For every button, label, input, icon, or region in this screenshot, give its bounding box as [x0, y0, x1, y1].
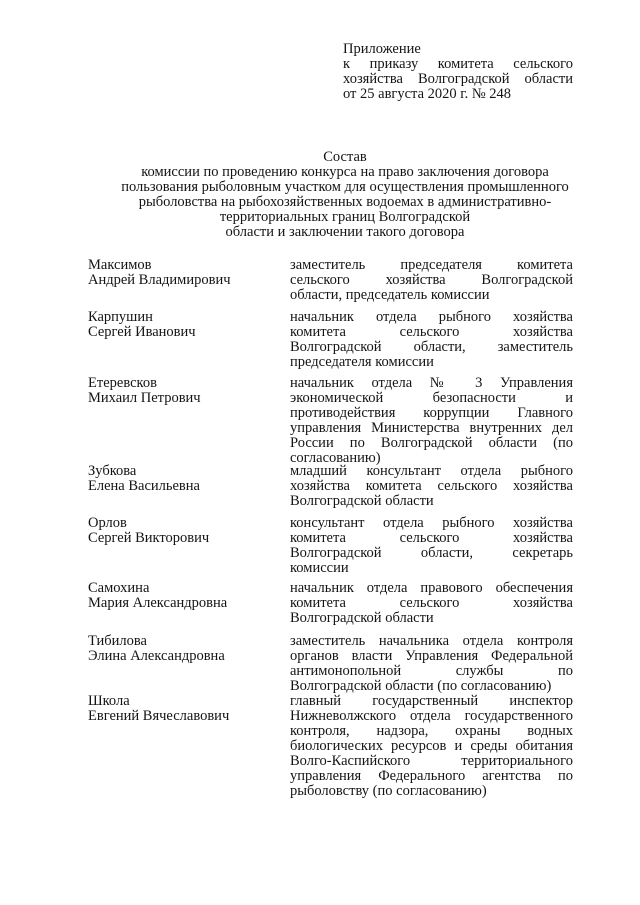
- role-line: биологических ресурсов и среды обитания: [290, 738, 573, 754]
- appendix-date-number: от 25 августа 2020 г. № 248: [343, 86, 512, 102]
- appendix-line: к приказу комитета сельского: [343, 56, 573, 72]
- member-given-names: Михаил Петрович: [88, 390, 201, 406]
- role-line: управления Федерального агентства по: [290, 768, 573, 784]
- member-name: [88, 516, 278, 546]
- member-surname: Максимов: [88, 257, 152, 273]
- role-line: антимонопольной службы по: [290, 663, 573, 679]
- role-line: Волго-Каспийского территориального: [290, 753, 573, 769]
- role-line: Волгоградской области: [290, 610, 434, 626]
- role-line: главный государственный инспектор: [290, 693, 573, 709]
- member-name: [88, 464, 278, 494]
- member-role: [290, 581, 573, 626]
- member-name: [88, 258, 278, 288]
- member-given-names: Мария Александровна: [88, 595, 228, 611]
- role-line: Нижневолжского отдела государственного: [290, 708, 573, 724]
- member-given-names: Елена Васильевна: [88, 478, 200, 494]
- member-role: [290, 310, 573, 370]
- member-surname: Етеревсков: [88, 375, 157, 391]
- role-line: комитета сельского хозяйства: [290, 595, 573, 611]
- role-line: комитета сельского хозяйства: [290, 324, 573, 340]
- heading-line: территориальных границ Волгоградской: [219, 209, 471, 225]
- appendix-block: [343, 42, 573, 102]
- member-role: [290, 258, 573, 303]
- role-line: комитета сельского хозяйства: [290, 530, 573, 546]
- document-heading: [90, 150, 600, 240]
- heading-line: области и заключении такого договора: [225, 224, 465, 240]
- appendix-line: хозяйства Волгоградской области: [343, 71, 573, 87]
- member-name: [88, 694, 278, 724]
- heading-line: комиссии по проведению конкурса на право заключения договора: [141, 164, 549, 180]
- member-role: [290, 694, 573, 799]
- member-surname: Орлов: [88, 515, 127, 531]
- member-role: [290, 516, 573, 576]
- member-given-names: Евгений Вячеславович: [88, 708, 230, 724]
- role-line: области, председатель комиссии: [290, 287, 490, 303]
- role-line: Волгоградской области, заместитель: [290, 339, 573, 355]
- member-surname: Самохина: [88, 580, 150, 596]
- member-role: [290, 634, 573, 694]
- role-line: сельского хозяйства Волгоградской: [290, 272, 573, 288]
- role-line: консультант отдела рыбного хозяйства: [290, 515, 573, 531]
- role-line: заместитель председателя комитета: [290, 257, 573, 273]
- member-surname: Зубкова: [88, 463, 137, 479]
- role-line: органов власти Управления Федеральной: [290, 648, 573, 664]
- role-line: противодействия коррупции Главного: [290, 405, 573, 421]
- member-surname: Школа: [88, 693, 130, 709]
- member-given-names: Элина Александровна: [88, 648, 225, 664]
- role-line: хозяйства комитета сельского хозяйства: [290, 478, 573, 494]
- member-given-names: Андрей Владимирович: [88, 272, 231, 288]
- member-name: [88, 376, 278, 406]
- role-line: председателя комиссии: [290, 354, 434, 370]
- member-role: [290, 464, 573, 509]
- role-line: рыболовству (по согласованию): [290, 783, 487, 799]
- heading-title: Состав: [323, 149, 367, 165]
- member-name: [88, 581, 278, 611]
- role-line: Волгоградской области: [290, 493, 434, 509]
- role-line: заместитель начальника отдела контроля: [290, 633, 573, 649]
- member-role: [290, 376, 573, 466]
- role-line: начальник отдела правового обеспечения: [290, 580, 573, 596]
- member-given-names: Сергей Иванович: [88, 324, 196, 340]
- member-name: [88, 634, 278, 664]
- role-line: управления Министерства внутренних дел: [290, 420, 573, 436]
- role-line: экономической безопасности и: [290, 390, 573, 406]
- role-line: России по Волгоградской области (по: [290, 435, 573, 451]
- heading-line: пользования рыболовным участком для осуществления промышленного: [121, 179, 569, 195]
- member-given-names: Сергей Викторович: [88, 530, 210, 546]
- member-surname: Карпушин: [88, 309, 153, 325]
- role-line: младший консультант отдела рыбного: [290, 463, 573, 479]
- heading-line: рыболовства на рыбохозяйственных водоемах в административно-: [138, 194, 552, 210]
- role-line: комиссии: [290, 560, 349, 576]
- member-surname: Тибилова: [88, 633, 147, 649]
- appendix-title: Приложение: [343, 41, 421, 57]
- role-line: Волгоградской области (по согласованию): [290, 678, 552, 694]
- role-line: контроля, надзора, охраны водных: [290, 723, 573, 739]
- role-line: начальник отдела рыбного хозяйства: [290, 309, 573, 325]
- role-line: начальник отдела № 3 Управления: [290, 375, 573, 391]
- member-name: [88, 310, 278, 340]
- role-line: согласованию): [290, 450, 381, 466]
- role-line: Волгоградской области, секретарь: [290, 545, 573, 561]
